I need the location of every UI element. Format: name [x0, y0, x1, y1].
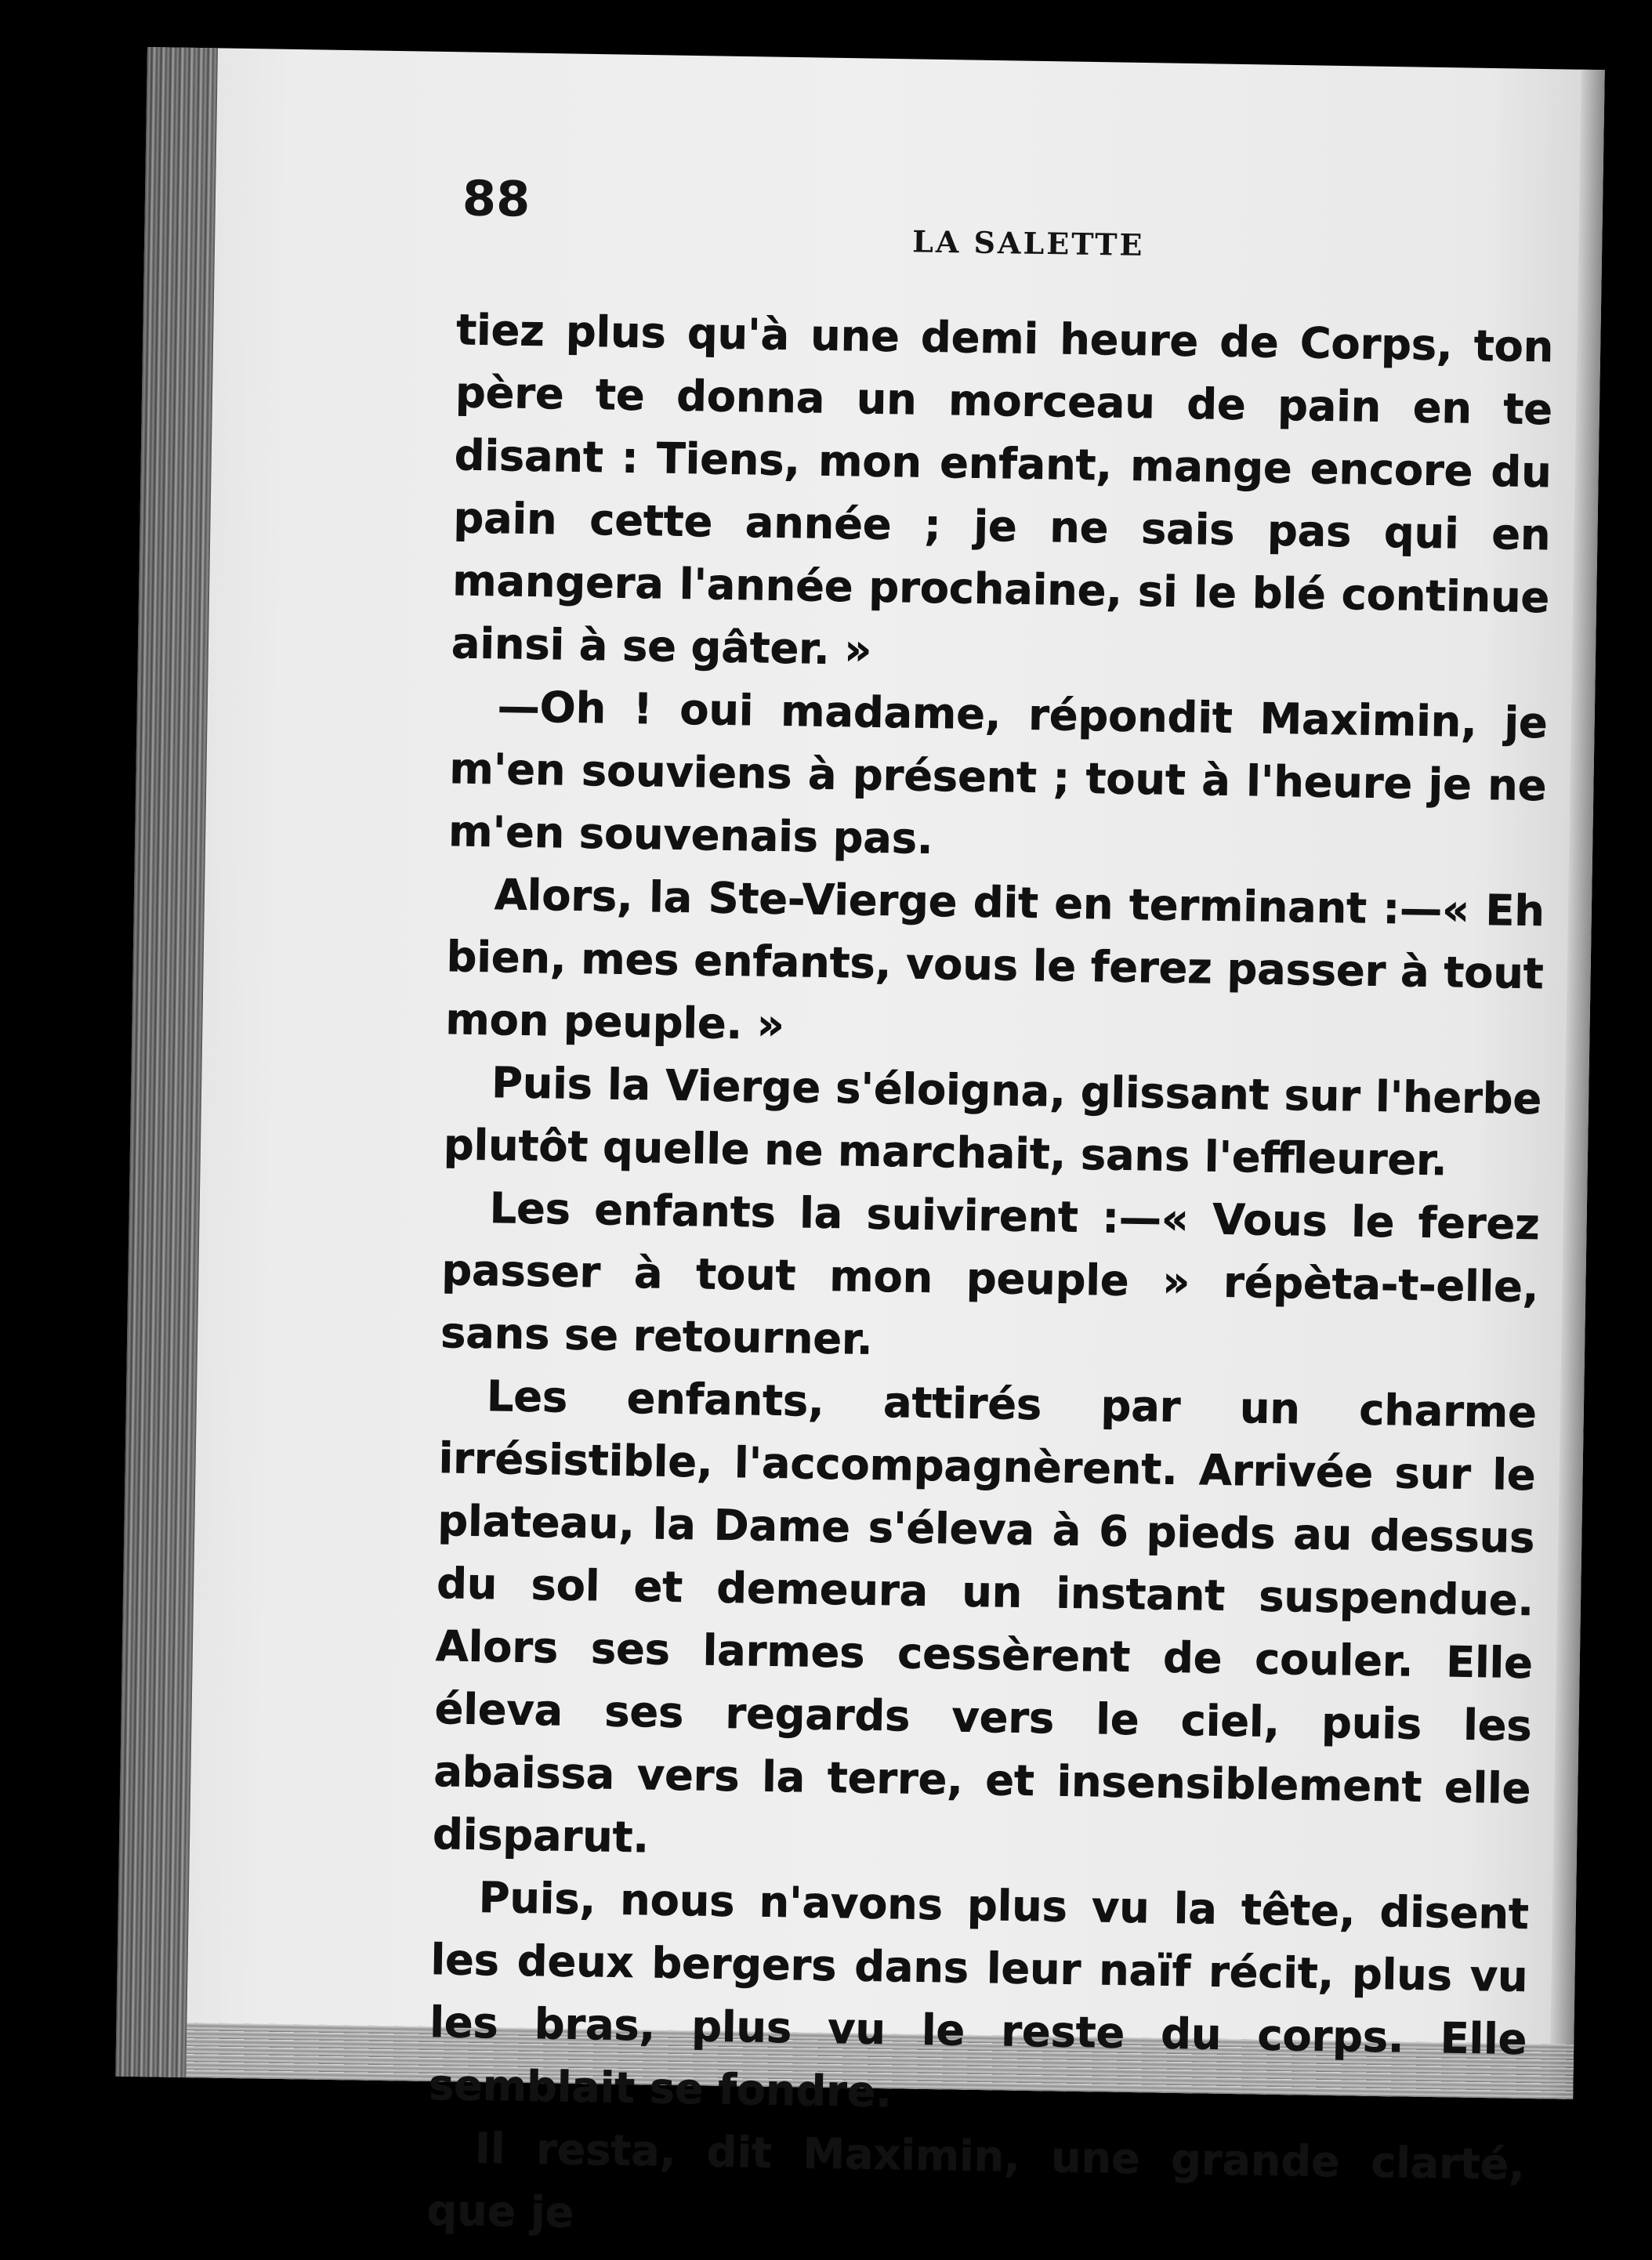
page-number: 88: [462, 169, 531, 228]
paragraph: Il resta, dit Maximin, une grande clarté, que je: [426, 2123, 1526, 2237]
paragraph: Puis, nous n'avons plus vu la tête, disent les deux bergers dans leur naïf récit, plus vu les bras, plus vu le reste du corps. Elle semblait se fondre.: [428, 1872, 1530, 2117]
scanned-page: [115, 47, 1604, 2237]
paragraph: Alors, la Ste-Vierge dit en terminant :—« Eh bien, mes enfants, vous le ferez passer à tout mon peuple. »: [445, 870, 1545, 1049]
paragraph: —Oh ! oui madame, répondit Maximin, je m'en souviens à présent ; tout à l'heure je ne m'en souvenais pas.: [447, 682, 1549, 864]
page-right-edge: [1549, 70, 1605, 2099]
paragraph: Les enfants la suivirent :—« Vous le ferez passer à tout mon peuple » répèta-t-elle, sans se retourner.: [440, 1183, 1541, 1364]
book-spine-edge: [115, 47, 218, 2077]
paragraph: Les enfants, attirés par un charme irrésistible, l'accompagnèrent. Arrivée sur le plateau, la Dame s'éleva à 6 pieds au dessus du sol et demeura un instant suspendue. Alors ses larmes cessèrent de couler. Elle éleva ses regards vers le ciel, puis les abaissa vers la terre, et insensiblement elle disparut.: [432, 1371, 1538, 1863]
paragraph: tiez plus qu'à une demi heure de Corps, ton père te donna un morceau de pain en te disant : Tiens, mon enfant, mange encore du pain cette année ; je ne sais pas qui en mangera l'année prochaine, si le blé continue ainsi à se gâter. »: [451, 305, 1554, 675]
body-text: [426, 299, 1554, 2259]
paragraph: Puis la Vierge s'éloigna, glissant sur l'herbe plutôt quelle ne marchait, sans l'effleurer.: [443, 1058, 1542, 1186]
running-head: LA SALETTE: [911, 223, 1145, 263]
